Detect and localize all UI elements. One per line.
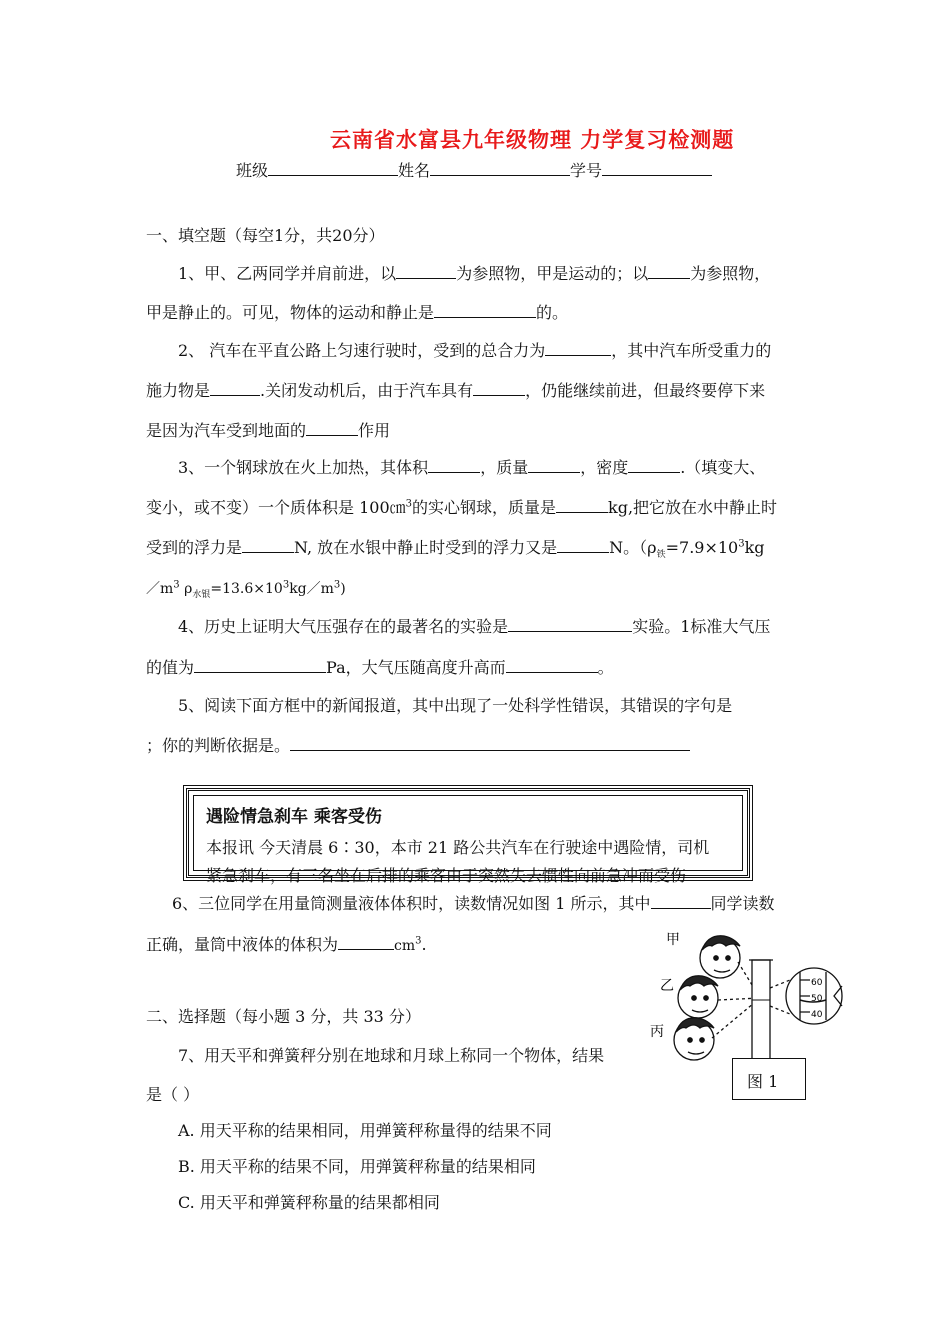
news-line-2: 紧急刹车，有三名坐在后排的乘客由于突然失去惯性向前急冲而受伤 <box>206 866 687 885</box>
q2-line2: 施力物是 .关闭发动机后，由于汽车具有 ，仍能继续前进，但最终要停下来 <box>146 381 766 400</box>
q5-blank[interactable] <box>290 736 690 751</box>
figure-scale-50: 50 <box>811 994 823 1004</box>
student-id-label: 学号 <box>570 161 603 180</box>
figure-label-bing: 丙 <box>650 1024 664 1040</box>
name-label: 姓名 <box>398 161 431 180</box>
q3-line2: 变小，或不变）一个质体积是 100㎝$^3$的实心钢球，质量是 kg,把它放在水中静止时 <box>146 498 778 517</box>
name-blank[interactable] <box>430 161 570 176</box>
student-id-blank[interactable] <box>602 161 712 176</box>
figure-scale-40: 40 <box>811 1010 823 1020</box>
q6-line2: 正确，量筒中液体的体积为 $cm^3$. <box>146 935 427 954</box>
q7-option-b[interactable]: B. 用天平称的结果不同，用弹簧秤称量的结果相同 <box>178 1157 536 1176</box>
class-blank[interactable] <box>268 161 398 176</box>
q2-line3: 是因为汽车受到地面的 作用 <box>146 421 391 440</box>
q1-line2: 甲是静止的。可见，物体的运动和静止是 的。 <box>146 303 569 322</box>
q7-option-a[interactable]: A. 用天平称的结果相同，用弹簧秤称量得的结果不同 <box>178 1121 552 1140</box>
q4-line2: 的值为 Pa，大气压随高度升高而 。 <box>146 658 614 677</box>
q4-blank3[interactable] <box>506 658 598 673</box>
figure-1-drawing <box>650 928 850 1073</box>
news-box-inner <box>193 795 743 885</box>
q2-blank4[interactable] <box>306 421 358 436</box>
q2-blank1[interactable] <box>545 341 611 356</box>
q2-blank2[interactable] <box>210 381 260 396</box>
q7-option-c[interactable]: C. 用天平和弹簧秤称量的结果都相同 <box>178 1193 440 1212</box>
student-info-line <box>236 158 712 181</box>
figure-label-yi: 乙 <box>660 978 674 994</box>
class-label: 班级 <box>236 161 269 180</box>
q3-blank6[interactable] <box>557 538 609 553</box>
q5-line1: 5、阅读下面方框中的新闻报道，其中出现了一处科学性错误，其错误的字句是 <box>178 696 733 715</box>
figure-scale-60: 60 <box>811 978 823 988</box>
q4-blank2[interactable] <box>194 658 326 673</box>
news-box <box>186 788 750 885</box>
q3-blank4[interactable] <box>556 498 608 513</box>
figure-1-caption-box <box>732 1058 806 1100</box>
news-body <box>206 834 746 890</box>
news-line-1: 本报讯 今天清晨 6∶30，本市 21 路公共汽车在行驶途中遇险情，司机 <box>206 838 710 857</box>
q1-blank2[interactable] <box>648 264 690 279</box>
q1-line1: 1、甲、乙两同学并肩前进，以 为参照物，甲是运动的；以 为参照物， <box>178 264 771 283</box>
figure-label-jia: 甲 <box>666 932 680 948</box>
q3-blank5[interactable] <box>242 538 294 553</box>
q6-line1: 6、三位同学在用量筒测量液体体积时，读数情况如图 1 所示，其中 同学读数 <box>172 894 775 913</box>
section1-heading: 一、填空题（每空1分，共20分） <box>146 226 385 245</box>
q3-blank1[interactable] <box>428 458 480 473</box>
q6-blank1[interactable] <box>651 894 711 909</box>
q3-line3: 受到的浮力是 N, 放在水银中静止时受到的浮力又是 N。（$\rho_铁=7.9\times 10^3kg$ <box>146 538 765 561</box>
q2-line1: 2、 汽车在平直公路上匀速行驶时，受到的总合力为 ，其中汽车所受重力的 <box>178 341 772 360</box>
q7-line2: 是（ ） <box>146 1085 200 1104</box>
q1-blank3[interactable] <box>434 303 536 318</box>
q2-blank3[interactable] <box>473 381 525 396</box>
q4-line1: 4、历史上证明大气压强存在的最著名的实验是 实验。1标准大气压 <box>178 617 771 636</box>
q3-blank3[interactable] <box>628 458 680 473</box>
page-title: 云南省水富县九年级物理 力学复习检测题 <box>330 127 735 152</box>
section2-heading: 二、选择题（每小题 3 分，共 33 分） <box>146 1007 421 1026</box>
q4-blank1[interactable] <box>508 617 632 632</box>
q3-line1: 3、一个钢球放在火上加热，其体积 ，质量 ，密度 .（填变大、 <box>178 458 766 477</box>
q5-line2: ；你的判断依据是。 <box>146 733 690 756</box>
q7-line1: 7、用天平和弹簧秤分别在地球和月球上称同一个物体，结果 <box>178 1046 605 1065</box>
figure-1-measuring-cylinder <box>650 928 850 1073</box>
q3-blank2[interactable] <box>528 458 580 473</box>
q1-blank1[interactable] <box>396 264 456 279</box>
figure-1-caption: 图 1 <box>747 1072 779 1091</box>
q3-line4: $/m^3$ $\rho_{水银}=13.6\times 10^3kg/m^3$) <box>146 579 346 600</box>
q6-blank2[interactable] <box>338 935 394 950</box>
news-headline: 遇险情急刹车 乘客受伤 <box>206 807 382 827</box>
